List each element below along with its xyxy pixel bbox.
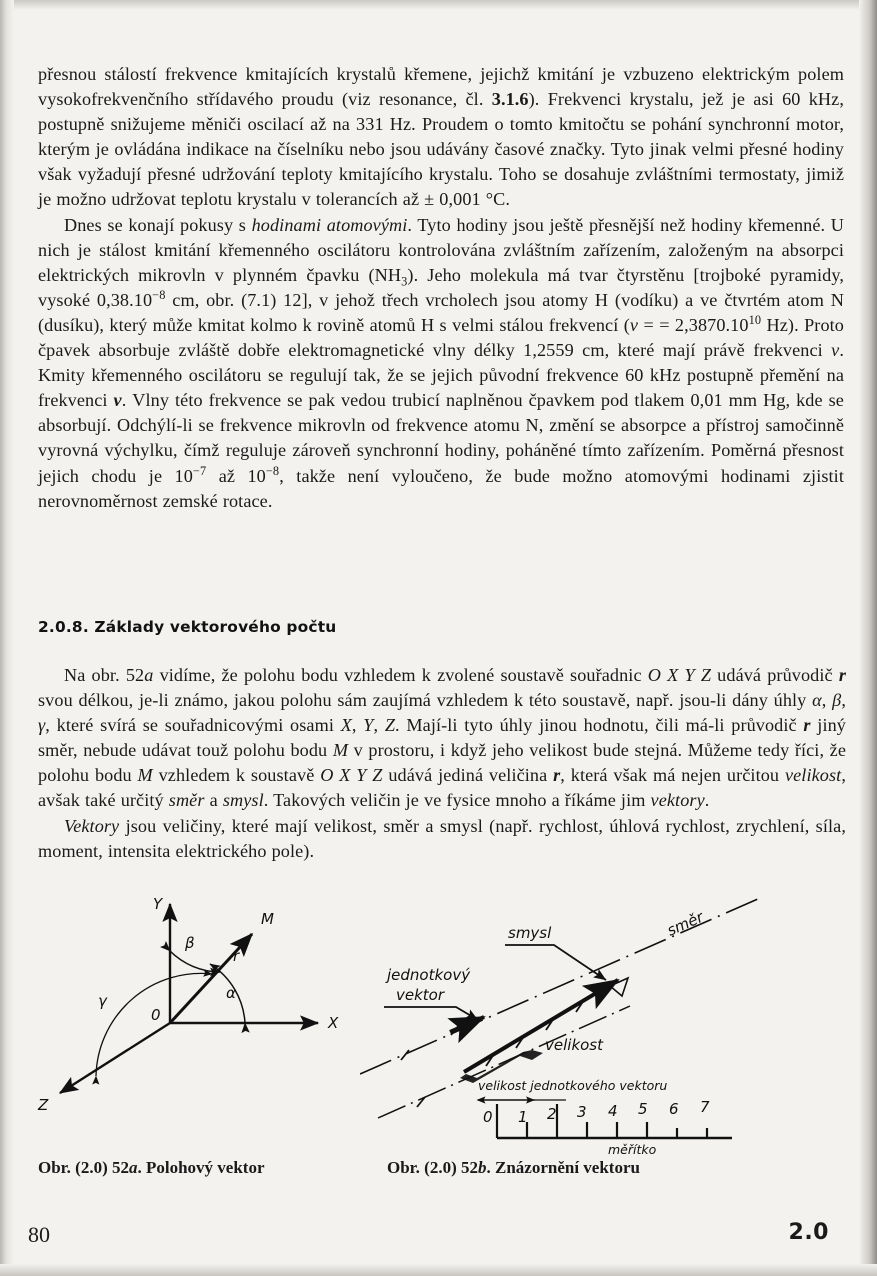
figure-captions	[0, 1158, 877, 1184]
ruler-number-3: 3	[577, 1103, 587, 1121]
ruler-number-2: 2	[547, 1105, 557, 1123]
scale-label: měřítko	[608, 1142, 657, 1156]
caption-52a-suffix: . Polohový vektor	[137, 1158, 265, 1177]
body-text-block-bottom	[38, 663, 846, 864]
section-heading-2-0-8: 2.0.8. Základy vektorového počtu	[38, 618, 337, 636]
unit-vector-label-line2: vektor	[396, 986, 445, 1004]
unit-vector-leader	[384, 1007, 478, 1020]
magnitude-label: velikost	[545, 1036, 604, 1054]
direction-label: směr	[664, 907, 707, 940]
angle-gamma-arc	[96, 973, 212, 1076]
ruler-number-group	[483, 1098, 710, 1126]
point-m-label: M	[261, 910, 274, 928]
ruler-number-1: 1	[518, 1108, 528, 1126]
carrier-line-lower	[378, 1006, 630, 1118]
ruler-number-0: 0	[483, 1108, 493, 1126]
angle-beta-label: β	[185, 934, 195, 952]
vector-r-label: r	[233, 947, 240, 965]
ruler-number-6: 6	[669, 1100, 679, 1118]
unit-vector-label-line1: jednotkový	[387, 966, 471, 984]
axis-x-label: X	[328, 1014, 339, 1032]
caption-52b-prefix: Obr. (2.0) 52	[387, 1158, 478, 1177]
vector-r-line	[170, 934, 252, 1023]
chapter-marker-right: 2.0	[788, 1220, 829, 1245]
paragraph-atomic-clocks: Dnes se konají pokusy s hodinami atomovými. Tyto hodiny jsou ještě přesnější než hodiny křemenné. U nich je stálost kmitání křemenného oscilátoru kontrolována zvláštním zařízením, založeným na absorpci elektrických mikrovln v plynném čpavku $(NH_3)$. Jeho molekula má tvar čtyrstěnu [trojboké pyramidy, vysoké $0,38.10^{-8}$ cm, obr. (7.1) 12], v jehož třech vrcholech jsou atomy H (vodíku) a ve čtvrtém atom N (dusíku), který může kmitat kolmo k rovině atomů H s velmi stálou frekvencí (ν = = $2,3870.10^{10}$ Hz). Proto čpavek absorbuje zvláště dobře elektromagnetické vlny délky 1,2559 cm, které mají právě frekvenci ν. Kmity křemenného oscilátoru se regulují tak, že se jejich původní frekvence 60 kHz postupně přemění na frekvenci ν. Vlny této frekvence se pak vedou trubicí naplněnou čpavkem pod tlakem 0,01 mm Hg, kde se absorbují. Odchýlí-li se frekvence mikrovln od frekvence atomu N, změní se absorpce a přístroj samočinně vyrovná výchylku, čímž reguluje zároveň synchronní hodiny, poháněné tímto zařízením. Poměrná přesnost jejich chodu je $10^{-7}$ až $10^{-8}$, takže není vyloučeno, že bude možno atomovými hodinami zjistit nerovnoměrnost zemské rotace.	[38, 214, 845, 511]
angle-beta-arc	[170, 951, 220, 972]
unit-vector-arrow	[450, 1017, 484, 1032]
paragraph-position-vector: Na obr. 52a vidíme, že polohu bodu vzhledem k zvolené soustavě souřadnic O X Y Z udává průvodič r svou délkou, je-li známo, jakou polohu sám zaujímá vzhledem k této soustavě, např. jsou-li dány úhly α, β, γ, které svírá se souřadnicovými osami X, Y, Z. Mají-li tyto úhly jinou hodnotu, čili má-li průvodič r jiný směr, nebude udávat touž polohu bodu M v prostoru, i když jeho velikost bude stejná. Můžeme tedy říci, že polohu bodu M vzhledem k soustavě O X Y Z udává jediná veličina r, která však má nejen určitou velikost, avšak také určitý směr a smysl. Takových veličin je ve fysice mnoho a říkáme jim vektory.	[38, 665, 847, 811]
origin-label: 0	[151, 1006, 161, 1024]
arrow-tip-outline	[610, 978, 628, 996]
angle-gamma-label: γ	[98, 992, 107, 1010]
caption-52a-prefix: Obr. (2.0) 52	[38, 1158, 129, 1177]
axis-z-line	[60, 1023, 170, 1093]
figure-52a-position-vector	[30, 888, 380, 1148]
caption-52b-suffix: . Znázornění vektoru	[486, 1158, 640, 1177]
magnitude-vector-arrow	[464, 980, 618, 1072]
body-text-block-top	[38, 62, 844, 514]
page-number-left: 80	[28, 1222, 50, 1247]
caption-52a-letter: a	[129, 1158, 138, 1177]
figure-row	[0, 888, 877, 1158]
scan-edge-top	[0, 0, 877, 10]
ruler-number-4: 4	[608, 1102, 618, 1120]
unit-magnitude-label: velikost jednotkového vektoru	[478, 1078, 668, 1093]
paragraph-quartz-clocks: přesnou stálostí frekvence kmitajících krystalů křemene, jejichž kmitání je vzbuzeno elektrickým polem vysokofrekvenčního střídavého proudu (viz resonance, čl. 3.1.6). Frekvenci krystalu, jež je asi 60 kHz, postupně snižujeme měniči oscilací až na 331 Hz. Proudem o tomto kmitočtu se pohání synchronní motor, kterým je ovládána indikace na číselníku nebo jsou udávány časové značky. Tyto jinak velmi přesné hodiny však vyžadují přesné udržování teploty kmitajícího krystalu. Toho se dosahuje zvláštními termostaty, jimiž je možno udržovat teplotu krystalu v tolerancích až ± 0,001 °C.	[38, 64, 844, 210]
angle-alpha-label: α	[226, 984, 236, 1002]
sense-leader	[505, 945, 606, 980]
caption-52b-letter: b	[478, 1158, 487, 1177]
caption-figure-52b	[387, 1158, 640, 1178]
axis-y-label: Y	[153, 895, 163, 913]
figure-52b-vector-representation	[360, 888, 860, 1156]
paragraph-vectors-definition: Vektory jsou veličiny, které mají velikost, směr a smysl (např. rychlost, úhlová rychlost, zrychlení, síla, moment, intensita elektrického pole).	[38, 815, 846, 861]
scan-edge-bottom	[0, 1264, 877, 1276]
axis-z-label: Z	[38, 1096, 49, 1114]
ruler-number-7: 7	[700, 1098, 710, 1116]
caption-figure-52a	[38, 1158, 265, 1178]
ruler-number-5: 5	[638, 1100, 648, 1118]
sense-label: smysl	[508, 924, 552, 942]
